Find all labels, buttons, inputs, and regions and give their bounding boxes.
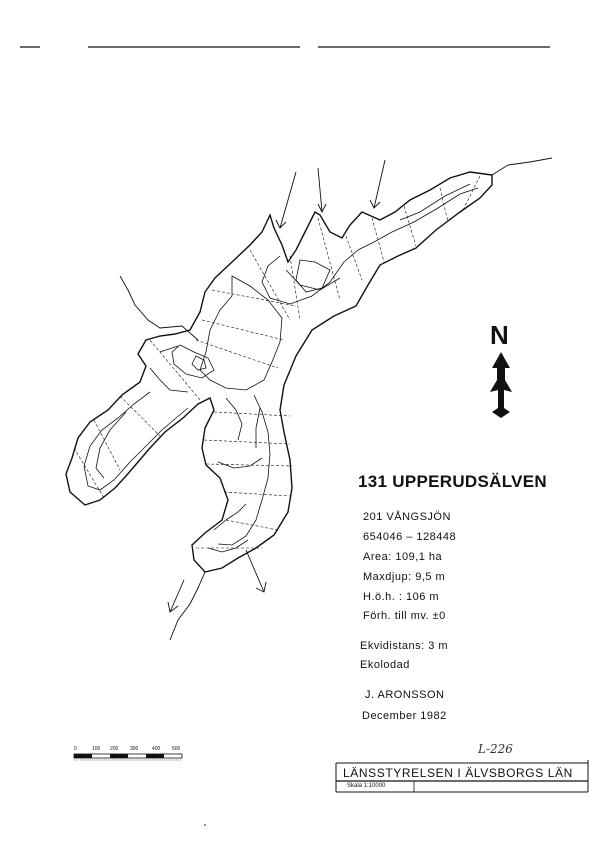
lake-max-depth: Maxdjup: 9,5 m [363, 571, 446, 583]
scale-bar [74, 754, 182, 760]
scale-tick-200: 200 [110, 746, 119, 752]
lake-coordinates: 654046 – 128448 [363, 531, 457, 543]
scale-tick-0: 0 [74, 746, 77, 752]
scale-tick-100: 100 [92, 746, 101, 752]
survey-method: Ekolodad [360, 659, 410, 671]
handwritten-note: L-226 [478, 742, 513, 756]
author: J. ARONSSON [365, 689, 445, 701]
inflow-arrow-icon [276, 160, 385, 228]
map-title: 131 UPPERUDSÄLVEN [358, 472, 548, 491]
scale-tick-300: 300 [130, 746, 139, 752]
scale-tick-400: 400 [152, 746, 161, 752]
streams [120, 158, 552, 640]
north-arrow-icon [490, 352, 512, 418]
scale-note: Skala 1:10000 [347, 783, 386, 789]
margin-mark [204, 824, 206, 826]
lake-regulation: Förh. till mv. ±0 [363, 610, 446, 622]
organization-name: LÄNSSTYRELSEN I ÄLVSBORGS LÄN [343, 766, 573, 780]
lake-area: Area: 109,1 ha [363, 551, 443, 563]
north-label: N [490, 320, 509, 350]
depth-contours [84, 184, 478, 552]
outflow-arrow-icon [168, 550, 266, 612]
survey-date: December 1982 [362, 710, 447, 722]
sounding-lines [74, 176, 480, 548]
contour-interval: Ekvidistans: 3 m [360, 640, 449, 652]
scale-tick-500: 500 [172, 746, 181, 752]
lake-elevation: H.ö.h. : 106 m [363, 591, 440, 603]
lake-number-name: 201 VÅNGSJÖN [363, 511, 451, 523]
